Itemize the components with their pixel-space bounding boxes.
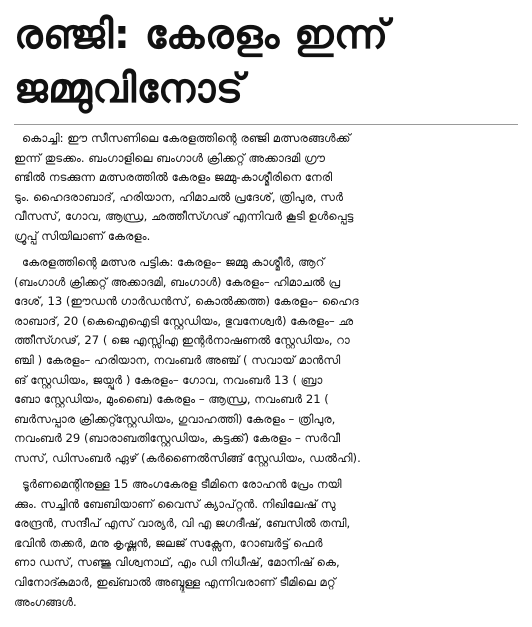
article-line: കൊച്ചി: ഈ സീസണിലെ കേരളത്തിന്റെ രഞ്ജി മത്സരങ്ങൾക്ക് <box>22 131 351 145</box>
article-line: അംഗങ്ങൾ. <box>14 594 77 609</box>
article-line: ടും. ഹൈദരാബാദ്, ഹരിയാന, ഹിമാചൽ പ്രദേശ്, ത്രിപുര, സർ <box>14 189 344 204</box>
article-line: ഇന്ന് തുടക്കം. ബംഗാളിലെ ബംഗാൾ ക്രിക്കറ്റ് അക്കാദമി ഗ്രൗ <box>14 150 326 165</box>
article-line: ടൂർണമെന്റിനുള്ള 15 അംഗകേരള ടീമിനെ രോഹൻ പ്രേം നയി <box>22 477 342 492</box>
article-line: രാബാദ്, 20 (കെഐഐടി സ്റ്റേഡിയം, ഭുവനേശ്വർ) കേരളം– ഛ <box>14 313 354 328</box>
article-paragraph <box>14 475 518 612</box>
article-line: (ബംഗാൾ ക്രിക്കറ്റ് അക്കാദമി, ബംഗാൾ) കേരളം– ഹിമാചൽ പ്ര <box>14 274 341 289</box>
article-line: ങ് സ്റ്റേഡിയം, ജയ്പൂർ ) കേരളം– ഗോവ, നവംബർ 13 ( ബ്രാ <box>14 372 323 387</box>
article-line: രേന്ദ്രൻ, സന്ദീപ് എസ് വാര്യർ, വി എ ജഗദീഷ്, ബേസിൽ തമ്പി, <box>14 516 351 531</box>
headline-divider <box>14 124 518 125</box>
article-line: ബർസപ്പാര ക്രിക്കറ്റ്സ്റ്റേഡിയം, ഗുവാഹത്തി) കേരളം – ത്രിപുര, <box>14 411 336 426</box>
article-line: വിനോദ്കുമാർ, ഇഖ്ബാൽ അബ്ദുള്ള എന്നിവരാണ് ടീമിലെ മറ്റ് <box>14 575 336 590</box>
article-line: ത്തീസ്ഗഢ്, 27 ( ജെ എസ്സിഎ ഇന്റർനാഷണൽ സ്റ്റേഡിയം, റാ <box>14 333 350 348</box>
article-paragraph <box>14 129 518 246</box>
article-line: ണ്ടിൽ നടക്കുന്ന മത്സരത്തിൽ കേരളം ജമ്മു-കാശ്മീരിനെ നേരി <box>14 170 333 185</box>
article-line: ഭവിൻ തക്കർ, മനു കൃഷ്ണൻ, ജലജ് സക്സേന, റോബർട്ട് ഫെർ <box>14 535 323 550</box>
article-line: നവംബർ 29 (ബാരാബതിസ്റ്റേഡിയം, കട്ടക്ക്) കേരളം – സർവീ <box>14 431 341 446</box>
article-line: വീസസ്, ഗോവ, ആന്ധ്ര, ഛത്തീസ്ഗഢ് എന്നിവർ കൂടി ഉൾപ്പെട്ട <box>14 209 354 224</box>
article-line: കേരളത്തിന്റെ മത്സര പട്ടിക: കേരളം– ജമ്മു കാശ്മീർ, ആറ് <box>22 255 325 270</box>
article-line: ഗ്രൂപ്പ് സിയിലാണ് കേരളം. <box>14 228 151 243</box>
article-line: ണാ ഡസ്, സഞ്ജു വിശ്വനാഥ്, എം ഡി നിധീഷ്, മോനിഷ് കെ, <box>14 555 340 570</box>
headline-line-2: ജമ്മുവിനോട് <box>14 66 244 112</box>
headline <box>14 8 518 116</box>
headline-line-1: രഞ്ജി: കേരളം ഇന്ന് <box>14 12 389 58</box>
article-line: ദേശ്, 13 (ഈഡൻ ഗാർഡൻസ്, കൊൽക്കത്ത) കേരളം– ഹൈദ <box>14 294 359 309</box>
article-body <box>14 129 518 619</box>
article-line: ബോ സ്റ്റേഡിയം, മുംബൈ) കേരളം – ആന്ധ്ര, നവംബർ 21 ( <box>14 392 329 407</box>
article-line: സസ്, ഡിസംബർ ഏഴ് (കർണൈൽസിങ്ങ് സ്റ്റേഡിയം, ഡൽഹി). <box>14 450 361 465</box>
article-line: ഞ്ചി ) കേരളം– ഹരിയാന, നവംബർ അഞ്ച് ( സവായ് മാൻസി <box>14 353 341 368</box>
article-line: ക്കും. സച്ചിൻ ബേബിയാണ് വൈസ് ക്യാപ്റ്റൻ. നിഖിലേഷ് സു <box>14 496 336 511</box>
article-paragraph <box>14 253 518 468</box>
